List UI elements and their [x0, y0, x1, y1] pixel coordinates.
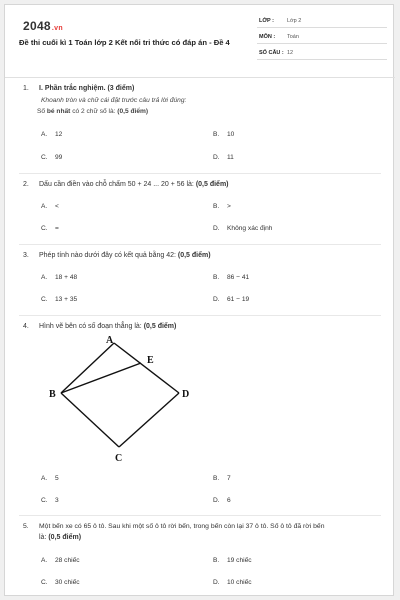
option-letter: C.: [41, 225, 48, 232]
question-number: 1.: [23, 85, 29, 92]
option-letter: D.: [213, 579, 220, 586]
option-letter: B.: [213, 274, 220, 281]
meta-count-value: 12: [287, 50, 294, 56]
segment-b-e: [61, 363, 141, 393]
option-d[interactable]: [213, 497, 231, 504]
divider: [19, 173, 381, 174]
option-b[interactable]: [213, 475, 231, 482]
question-text: Dấu cần điền vào chỗ chấm 50 + 24 ... 20 + 56 là:: [39, 181, 196, 188]
option-text: 12: [55, 131, 63, 138]
meta-class-key: LỚP :: [259, 18, 274, 24]
question-points: (0,5 điểm): [177, 252, 211, 259]
meta-count-key: SỐ CÂU :: [259, 50, 284, 56]
option-d[interactable]: [213, 579, 252, 586]
question-text: Hình vẽ bên có số đoạn thẳng là:: [39, 323, 144, 330]
question-points: (0,5 điểm): [117, 108, 149, 115]
option-d[interactable]: [213, 296, 249, 303]
option-text: 6: [227, 497, 231, 504]
option-text: 7: [227, 475, 231, 482]
option-letter: B.: [213, 203, 220, 210]
divider: [19, 515, 381, 516]
option-a[interactable]: [41, 475, 59, 482]
option-letter: C.: [41, 154, 48, 161]
option-a[interactable]: [41, 557, 80, 564]
label-c: C: [115, 453, 123, 464]
site-logo[interactable]: [23, 19, 63, 33]
option-text: 19 chiếc: [227, 557, 252, 564]
option-b[interactable]: [213, 131, 234, 138]
question-text-cont: là:: [39, 534, 49, 541]
prompt-pre: Số: [37, 108, 47, 115]
question-number: 5.: [23, 523, 29, 530]
option-letter: A.: [41, 557, 48, 564]
logo-suffix: .vn: [51, 25, 63, 32]
segment-figure: [49, 335, 199, 465]
option-c[interactable]: [41, 154, 62, 161]
option-text: 10: [227, 131, 235, 138]
option-c[interactable]: [41, 579, 80, 586]
label-e: E: [147, 355, 154, 366]
prompt-post: có 2 chữ số là:: [70, 108, 118, 115]
logo-text: 2048: [23, 19, 51, 33]
option-letter: D.: [213, 154, 220, 161]
meta-subject-row: [257, 31, 387, 44]
meta-class-value: Lớp 2: [287, 18, 302, 24]
label-b: B: [49, 389, 56, 400]
option-text: 30 chiếc: [55, 579, 80, 586]
option-text: 86 − 41: [227, 274, 250, 281]
option-letter: A.: [41, 274, 48, 281]
option-text: >: [227, 203, 231, 210]
option-letter: D.: [213, 296, 220, 303]
segment-a-d: [114, 343, 179, 393]
option-text: 5: [55, 475, 59, 482]
question-text: Phép tính nào dưới đây có kết quả bằng 42:: [39, 252, 178, 259]
option-letter: C.: [41, 497, 48, 504]
option-letter: A.: [41, 131, 48, 138]
question-3: [23, 252, 211, 259]
option-letter: B.: [213, 475, 220, 482]
option-letter: B.: [213, 557, 220, 564]
option-c[interactable]: [41, 497, 59, 504]
question-points: (0,5 điểm): [195, 181, 229, 188]
option-b[interactable]: [213, 274, 249, 281]
question-points: (0,5 điểm): [143, 323, 177, 330]
option-d[interactable]: [213, 225, 272, 232]
option-a[interactable]: [41, 131, 62, 138]
question-1-prompt: [37, 108, 148, 115]
question-text: Một bến xe có 65 ô tô. Sau khi một số ô tô rời bến, trong bến còn lại 37 ô tô. Số ô tô đã rời bến: [39, 523, 325, 530]
question-1-instruction: Khoanh tròn và chữ cái đặt trước câu trả lời đúng:: [41, 97, 187, 104]
label-d: D: [182, 389, 190, 400]
question-number: 4.: [23, 323, 29, 330]
option-d[interactable]: [213, 154, 234, 161]
option-a[interactable]: [41, 203, 59, 210]
question-5: [23, 523, 325, 530]
segment-c-b: [61, 393, 119, 447]
option-text: Không xác định: [227, 225, 273, 232]
option-text: 3: [55, 497, 59, 504]
option-text: =: [55, 225, 59, 232]
question-2: [23, 181, 229, 188]
question-5-line2: [39, 534, 81, 541]
prompt-bold: bé nhất: [46, 108, 71, 115]
option-text: <: [55, 203, 59, 210]
divider: [19, 244, 381, 245]
option-letter: C.: [41, 296, 48, 303]
question-text: I. Phần trắc nghiệm. (3 điểm): [39, 85, 135, 92]
option-text: 28 chiếc: [55, 557, 80, 564]
option-letter: A.: [41, 203, 48, 210]
option-b[interactable]: [213, 557, 252, 564]
meta-class-row: [257, 15, 387, 28]
option-letter: A.: [41, 475, 48, 482]
option-c[interactable]: [41, 225, 59, 232]
option-letter: C.: [41, 579, 48, 586]
divider: [19, 315, 381, 316]
option-a[interactable]: [41, 274, 77, 281]
question-number: 2.: [23, 181, 29, 188]
question-number: 3.: [23, 252, 29, 259]
question-1: [23, 85, 134, 92]
meta-subject-key: MÔN :: [259, 34, 276, 40]
option-text: 61 − 19: [227, 296, 250, 303]
option-text: 18 + 48: [55, 274, 78, 281]
option-text: 11: [227, 154, 234, 161]
option-c[interactable]: [41, 296, 77, 303]
option-text: 13 + 35: [55, 296, 78, 303]
label-a: A: [106, 335, 114, 346]
segment-d-c: [119, 393, 179, 447]
option-letter: D.: [213, 497, 220, 504]
segment-b-a: [61, 343, 114, 393]
question-4: [23, 323, 176, 330]
option-b[interactable]: [213, 203, 231, 210]
page-header: [5, 5, 395, 78]
document-title: Đề thi cuối kì 1 Toán lớp 2 Kết nối tri thức có đáp án - Đề 4: [19, 38, 230, 47]
option-letter: B.: [213, 131, 220, 138]
meta-count-row: [257, 47, 387, 60]
exam-page: [4, 4, 394, 596]
option-letter: D.: [213, 225, 220, 232]
question-points: (0,5 điểm): [48, 534, 82, 541]
option-text: 99: [55, 154, 63, 161]
meta-subject-value: Toán: [287, 34, 299, 40]
option-text: 10 chiếc: [227, 579, 252, 586]
